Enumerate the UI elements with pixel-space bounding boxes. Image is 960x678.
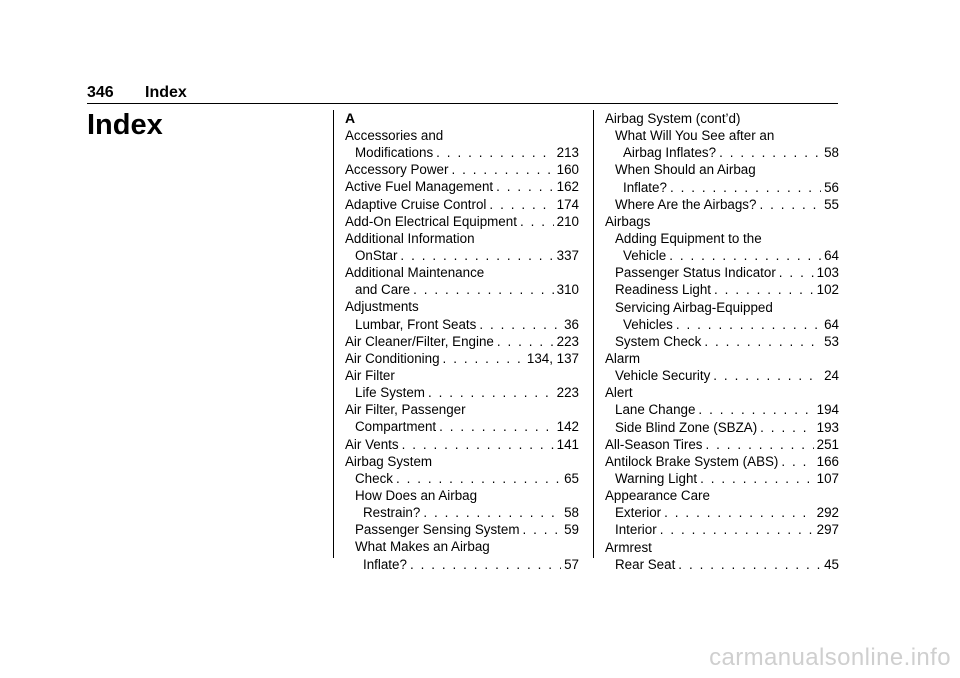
index-entry-text: Servicing Airbag-Equipped <box>615 299 773 315</box>
index-page-ref: 36 <box>564 316 579 332</box>
index-page-ref: 193 <box>816 419 839 435</box>
index-page-ref: 59 <box>564 522 579 538</box>
dot-leader <box>413 281 554 298</box>
dot-leader <box>704 333 821 350</box>
index-entry <box>345 453 579 470</box>
index-page-ref: 223 <box>556 385 579 401</box>
index-entry-text: Air Vents <box>345 436 399 452</box>
index-entry-text: Add-On Electrical Equipment <box>345 213 517 229</box>
index-page-ref: 142 <box>556 419 579 435</box>
dot-leader <box>520 213 554 230</box>
index-entry-text: Air Cleaner/Filter, Engine <box>345 333 494 349</box>
index-entry <box>605 556 839 573</box>
index-entry <box>345 178 579 195</box>
index-entry <box>605 213 839 230</box>
index-page-ref: 194 <box>816 402 839 418</box>
index-entry <box>345 298 579 315</box>
dot-leader <box>678 556 821 573</box>
index-entry <box>605 281 839 298</box>
index-entry-text: Inflate? <box>623 179 667 195</box>
index-page-ref: 102 <box>816 282 839 298</box>
index-page-ref: 24 <box>824 368 839 384</box>
dot-leader <box>760 419 814 436</box>
index-entry-text: Modifications <box>355 145 434 161</box>
index-entry-text: When Should an Airbag <box>615 162 756 178</box>
index-entry <box>605 110 839 127</box>
index-entry <box>345 333 579 350</box>
index-entry <box>345 504 579 521</box>
index-page-ref: 57 <box>564 556 579 572</box>
dot-leader <box>664 504 814 521</box>
index-entry-text: Vehicle Security <box>615 368 711 384</box>
dot-leader <box>439 418 554 435</box>
dot-leader <box>443 350 524 367</box>
page-title: Index <box>87 109 163 141</box>
dot-leader <box>669 247 821 264</box>
index-entry <box>345 538 579 555</box>
index-entry <box>345 556 579 573</box>
index-entry-text: Airbag System (cont’d) <box>605 111 741 126</box>
index-entry <box>345 127 579 144</box>
index-entry-text: Lane Change <box>615 402 696 418</box>
index-entry <box>345 161 579 178</box>
index-entry <box>605 179 839 196</box>
index-entry-text: Exterior <box>615 505 662 521</box>
index-entry <box>345 418 579 435</box>
index-page-ref: 210 <box>556 213 579 229</box>
index-entry-text: Passenger Sensing System <box>355 522 520 538</box>
dot-leader <box>706 436 814 453</box>
index-entry <box>605 196 839 213</box>
index-letter-heading: A <box>345 110 356 126</box>
index-page-ref: 166 <box>816 453 839 469</box>
index-column-2 <box>605 110 839 573</box>
dot-leader <box>423 504 561 521</box>
index-entry <box>345 350 579 367</box>
dot-leader <box>523 521 562 538</box>
index-entry <box>605 144 839 161</box>
index-entry <box>345 367 579 384</box>
index-entry-text: Alert <box>605 385 633 401</box>
dot-leader <box>428 384 554 401</box>
index-entry-text: Side Blind Zone (SBZA) <box>615 419 758 435</box>
index-entry-text: Airbags <box>605 213 651 229</box>
index-entry <box>605 264 839 281</box>
index-entry <box>605 487 839 504</box>
index-entry-text: Restrain? <box>363 505 421 521</box>
index-entry <box>345 213 579 230</box>
index-entry <box>605 453 839 470</box>
page-number: 346 <box>87 84 114 101</box>
section-name: Index <box>145 84 187 101</box>
watermark: carmanualsonline.info <box>709 644 951 671</box>
index-entry-text: Lumbar, Front Seats <box>355 316 477 332</box>
dot-leader <box>719 144 821 161</box>
index-entry-text: Alarm <box>605 350 640 366</box>
index-page-ref: 45 <box>824 556 839 572</box>
index-entry <box>605 230 839 247</box>
index-entry-text: Adding Equipment to the <box>615 230 762 246</box>
index-page-ref: 107 <box>816 470 839 486</box>
index-entry-text: What Will You See after an <box>615 128 775 144</box>
index-page-ref: 251 <box>816 436 839 452</box>
index-entry-text: Interior <box>615 522 657 538</box>
index-entry-text: Active Fuel Management <box>345 179 494 195</box>
dot-leader <box>676 316 821 333</box>
index-entry <box>345 230 579 247</box>
dot-leader <box>400 247 553 264</box>
dot-leader <box>489 196 553 213</box>
index-entry <box>345 384 579 401</box>
index-page-ref: 297 <box>816 522 839 538</box>
index-entry-text: Where Are the Airbags? <box>615 196 757 212</box>
index-entry-text: OnStar <box>355 247 398 263</box>
dot-leader <box>396 470 561 487</box>
index-entry-text: Life System <box>355 385 425 401</box>
dot-leader <box>779 264 814 281</box>
dot-leader <box>436 144 554 161</box>
dot-leader <box>660 521 814 538</box>
index-entry <box>345 521 579 538</box>
index-page-ref: 55 <box>824 196 839 212</box>
index-entry <box>605 316 839 333</box>
running-header <box>87 84 187 102</box>
dot-leader <box>713 367 821 384</box>
dot-leader <box>781 453 813 470</box>
index-entry-text: Armrest <box>605 539 652 555</box>
index-entry-text: Rear Seat <box>615 556 676 572</box>
index-entry-text: System Check <box>615 333 702 349</box>
index-entry-text: Appearance Care <box>605 488 710 504</box>
index-entry-text: Check <box>355 470 393 486</box>
index-entry-text: Accessories and <box>345 128 444 143</box>
index-entry <box>345 436 579 453</box>
index-page-ref: 56 <box>824 179 839 195</box>
index-page-ref: 160 <box>556 162 579 178</box>
index-entry-text: Air Conditioning <box>345 350 440 366</box>
index-entry-text: Passenger Status Indicator <box>615 265 776 281</box>
index-entry-text: Readiness Light <box>615 282 712 298</box>
index-entry <box>345 247 579 264</box>
dot-leader <box>496 178 554 195</box>
dot-leader <box>759 196 821 213</box>
index-page-ref: 292 <box>816 505 839 521</box>
index-entry <box>345 487 579 504</box>
index-entry <box>345 470 579 487</box>
dot-leader <box>410 556 561 573</box>
index-entry-text: Vehicles <box>623 316 673 332</box>
index-entry <box>605 350 839 367</box>
index-page-ref: 64 <box>824 248 839 264</box>
index-entry <box>605 470 839 487</box>
index-page-ref: 223 <box>556 333 579 349</box>
index-page-ref: 213 <box>556 145 579 161</box>
index-entry <box>345 264 579 281</box>
index-entry-text: Accessory Power <box>345 162 449 178</box>
index-entry <box>605 333 839 350</box>
index-entry <box>605 401 839 418</box>
index-entry-text: How Does an Airbag <box>355 487 478 503</box>
dot-leader <box>698 401 813 418</box>
index-entry-text: Vehicle <box>623 248 667 264</box>
index-entry <box>345 196 579 213</box>
index-page-ref: 58 <box>824 145 839 161</box>
index-entry <box>345 144 579 161</box>
column-divider-2 <box>593 110 594 558</box>
index-entry-text: Compartment <box>355 419 437 435</box>
index-entry-text: Airbag System <box>345 453 433 469</box>
index-page-ref: 58 <box>564 505 579 521</box>
index-entry <box>605 127 839 144</box>
index-entry-text: Inflate? <box>363 556 407 572</box>
index-entry-text: Additional Maintenance <box>345 265 485 281</box>
index-entry <box>605 419 839 436</box>
index-entry <box>345 316 579 333</box>
index-page-ref: 141 <box>556 436 579 452</box>
dot-leader <box>714 281 814 298</box>
index-entry-text: What Makes an Airbag <box>355 539 490 555</box>
index-entry-text: Air Filter, Passenger <box>345 402 466 418</box>
index-page-ref: 103 <box>816 265 839 281</box>
index-entry <box>605 161 839 178</box>
index-page-ref: 134, 137 <box>526 350 579 366</box>
index-page-ref: 53 <box>824 333 839 349</box>
header-rule <box>87 103 838 104</box>
index-entry-text: All-Season Tires <box>605 436 703 452</box>
dot-leader <box>700 470 814 487</box>
index-page-ref: 162 <box>556 179 579 195</box>
index-entry-text: Airbag Inflates? <box>623 145 717 161</box>
index-entry <box>605 247 839 264</box>
index-entry-text: Antilock Brake System (ABS) <box>605 453 779 469</box>
index-entry <box>605 367 839 384</box>
dot-leader <box>479 316 561 333</box>
index-column-1 <box>345 110 579 573</box>
dot-leader <box>670 179 821 196</box>
index-entry <box>605 384 839 401</box>
index-entry <box>345 401 579 418</box>
index-entry <box>605 504 839 521</box>
index-entry-text: Air Filter <box>345 367 395 383</box>
index-page-ref: 65 <box>564 470 579 486</box>
dot-leader <box>402 436 554 453</box>
dot-leader <box>497 333 554 350</box>
index-page-ref: 337 <box>556 247 579 263</box>
index-page-ref: 64 <box>824 316 839 332</box>
index-entry <box>605 299 839 316</box>
index-page-ref: 310 <box>556 282 579 298</box>
index-entry-text: Warning Light <box>615 470 698 486</box>
index-entry-text: Adjustments <box>345 299 419 315</box>
index-entry-text: Adaptive Cruise Control <box>345 196 487 212</box>
index-entry-text: and Care <box>355 282 411 298</box>
index-entry <box>605 539 839 556</box>
index-entry <box>605 436 839 453</box>
index-entry-text: Additional Information <box>345 230 475 246</box>
dot-leader <box>451 161 553 178</box>
index-entry <box>605 521 839 538</box>
index-page-ref: 174 <box>556 196 579 212</box>
column-divider-1 <box>333 110 334 558</box>
index-entry <box>345 281 579 298</box>
